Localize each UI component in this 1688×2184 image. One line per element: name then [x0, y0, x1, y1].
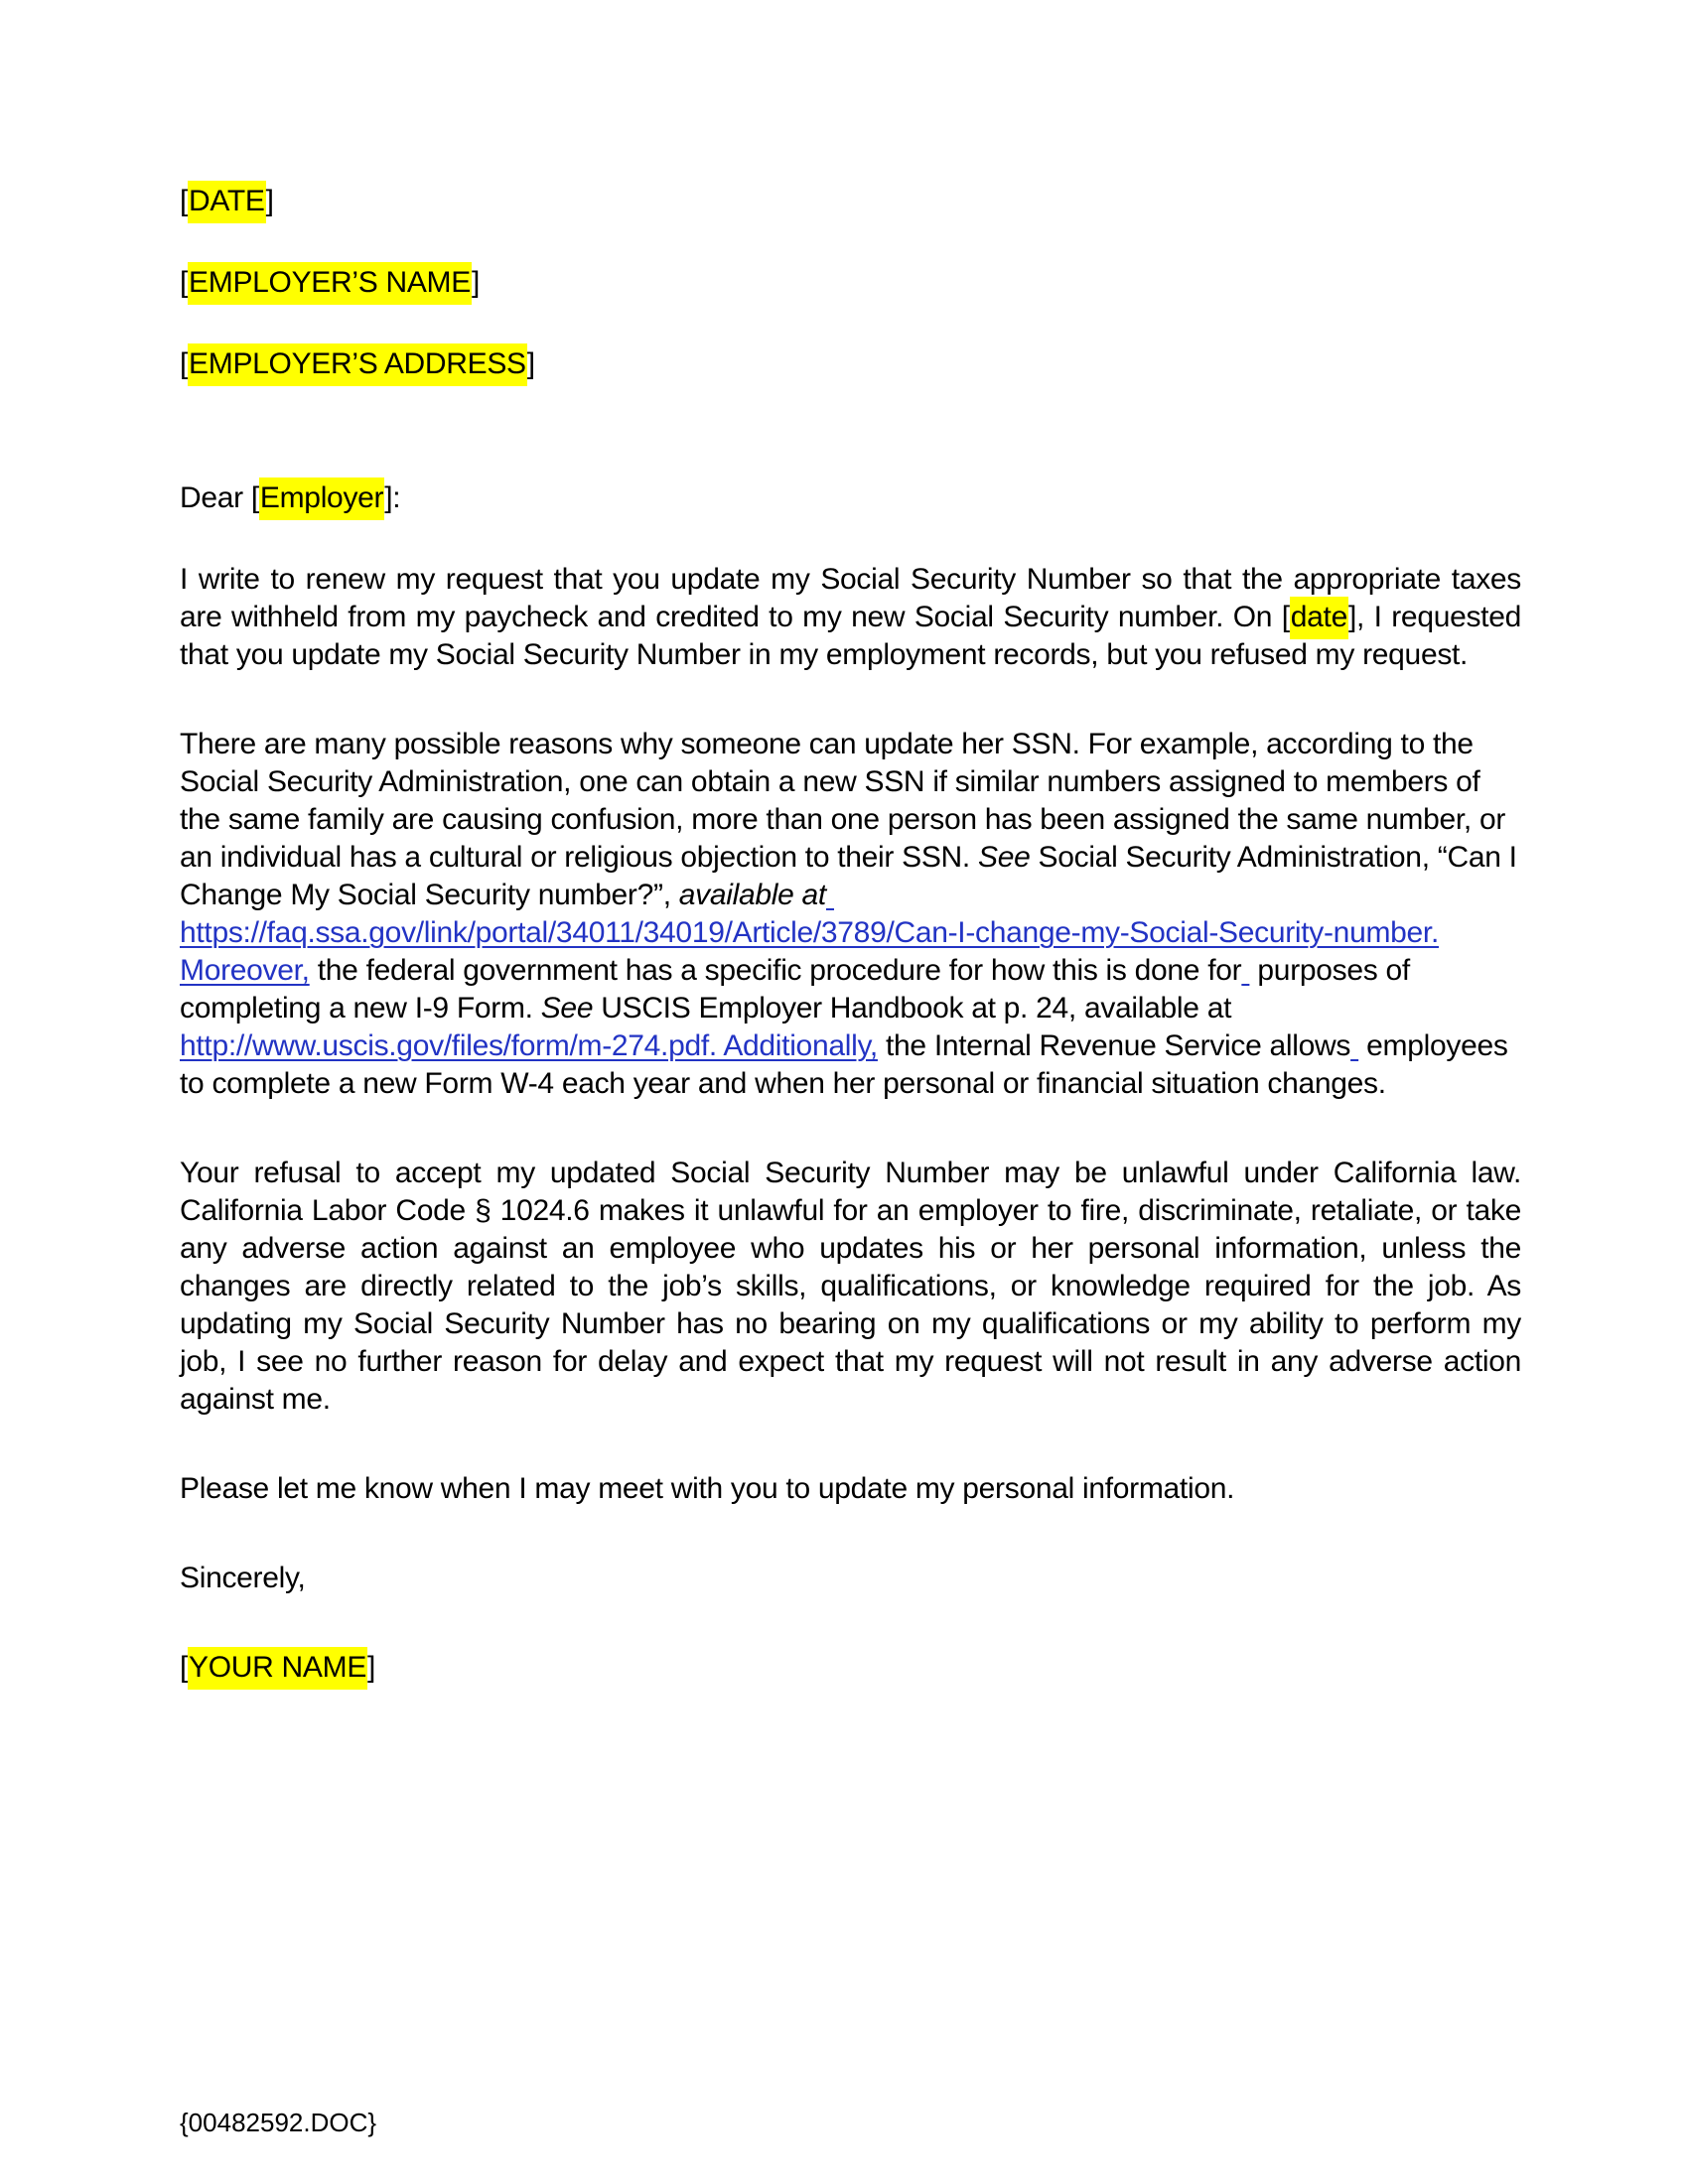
link-underline-mark [1350, 1029, 1358, 1062]
highlighted-placeholder: DATE [188, 181, 266, 223]
hyperlink[interactable]: http://www.uscis.gov/files/form/m-274.pdf. Additionally, [180, 1029, 878, 1062]
document-footer-filename: {00482592.DOC} [180, 2108, 377, 2137]
text-run: ], I requested that you update my Social Security Number in my employment records, but you refused my request. [180, 601, 1521, 671]
highlighted-placeholder: EMPLOYER’S ADDRESS [188, 343, 527, 386]
closing [180, 1560, 1521, 1597]
text-run: Your refusal to accept my updated Social Security Number may be unlawful under California law. California Labor Code § 1024.6 makes it unlawful for an employer to fire, discriminate, retaliate, or take any adverse action against an employee who updates his or her personal information, unless the changes are directly related to the job’s skills, qualifications, or knowledge required for the job. As updating my Social Security Number has no bearing on my qualifications or my ability to perform my job, I see no further reason for delay and expect that my request will not result in any adverse action against me. [180, 1157, 1521, 1416]
highlighted-placeholder: EMPLOYER’S NAME [188, 262, 472, 305]
text-run: USCIS Employer Handbook at p. 24, available at [593, 992, 1232, 1024]
salutation [180, 479, 1521, 517]
highlighted-placeholder: Employer [259, 478, 384, 520]
text-run: Dear [ [180, 481, 259, 514]
text-run: ] [367, 1651, 376, 1684]
letter-body [180, 183, 1521, 1738]
italic-text: See [540, 992, 594, 1024]
text-run: There are many possible reasons why someone can update her SSN. For example, according to the Social Security Administration, one can obtain a new SSN if similar numbers assigned to members of the same family are causing confusion, more than one person has been assigned the same number, or an individual has a cultural or religious objection to their SSN. [180, 728, 1506, 874]
text-run: [ [180, 185, 189, 217]
text-run: [ [180, 347, 189, 380]
paragraph-2 [180, 726, 1521, 1103]
text-run: I write to renew my request that you update my Social Security Number so that the appropriate taxes are withheld from my paycheck and credited to my new Social Security number. On [ [180, 563, 1521, 633]
highlighted-placeholder: YOUR NAME [188, 1647, 367, 1690]
text-run: ] [471, 266, 480, 299]
hyperlink[interactable]: https://faq.ssa.gov/link/portal/34011/34019/Article/3789/Can-I-change-my-Social-Security-number. Moreover, [180, 916, 1439, 987]
paragraph-4 [180, 1470, 1521, 1508]
text-run: Sincerely, [180, 1562, 306, 1594]
italic-text: available at [678, 879, 826, 911]
date-line [180, 183, 1521, 220]
text-run: Please let me know when I may meet with you to update my personal information. [180, 1472, 1235, 1505]
link-underline-mark [826, 879, 834, 911]
text-run: Social Security Administration, “Can I Change My Social Security number?”, [180, 841, 1517, 911]
text-run: ]: [384, 481, 401, 514]
text-run: employees to complete a new Form W-4 each year and when her personal or financial situation changes. [180, 1029, 1508, 1100]
paragraph-3 [180, 1155, 1521, 1419]
text-run: ] [265, 185, 274, 217]
employer-name-line [180, 264, 1521, 302]
highlighted-placeholder: date [1290, 597, 1348, 639]
paragraph-1 [180, 561, 1521, 674]
text-run: [ [180, 266, 189, 299]
italic-text: See [978, 841, 1031, 874]
employer-address-line [180, 345, 1521, 383]
text-run: [ [180, 1651, 189, 1684]
signature-name [180, 1649, 1521, 1687]
text-run: ] [526, 347, 535, 380]
text-run: the Internal Revenue Service allows [877, 1029, 1351, 1062]
text-run: purposes of completing a new I-9 Form. [180, 954, 1410, 1024]
text-run: the federal government has a specific procedure for how this is done for [309, 954, 1242, 987]
